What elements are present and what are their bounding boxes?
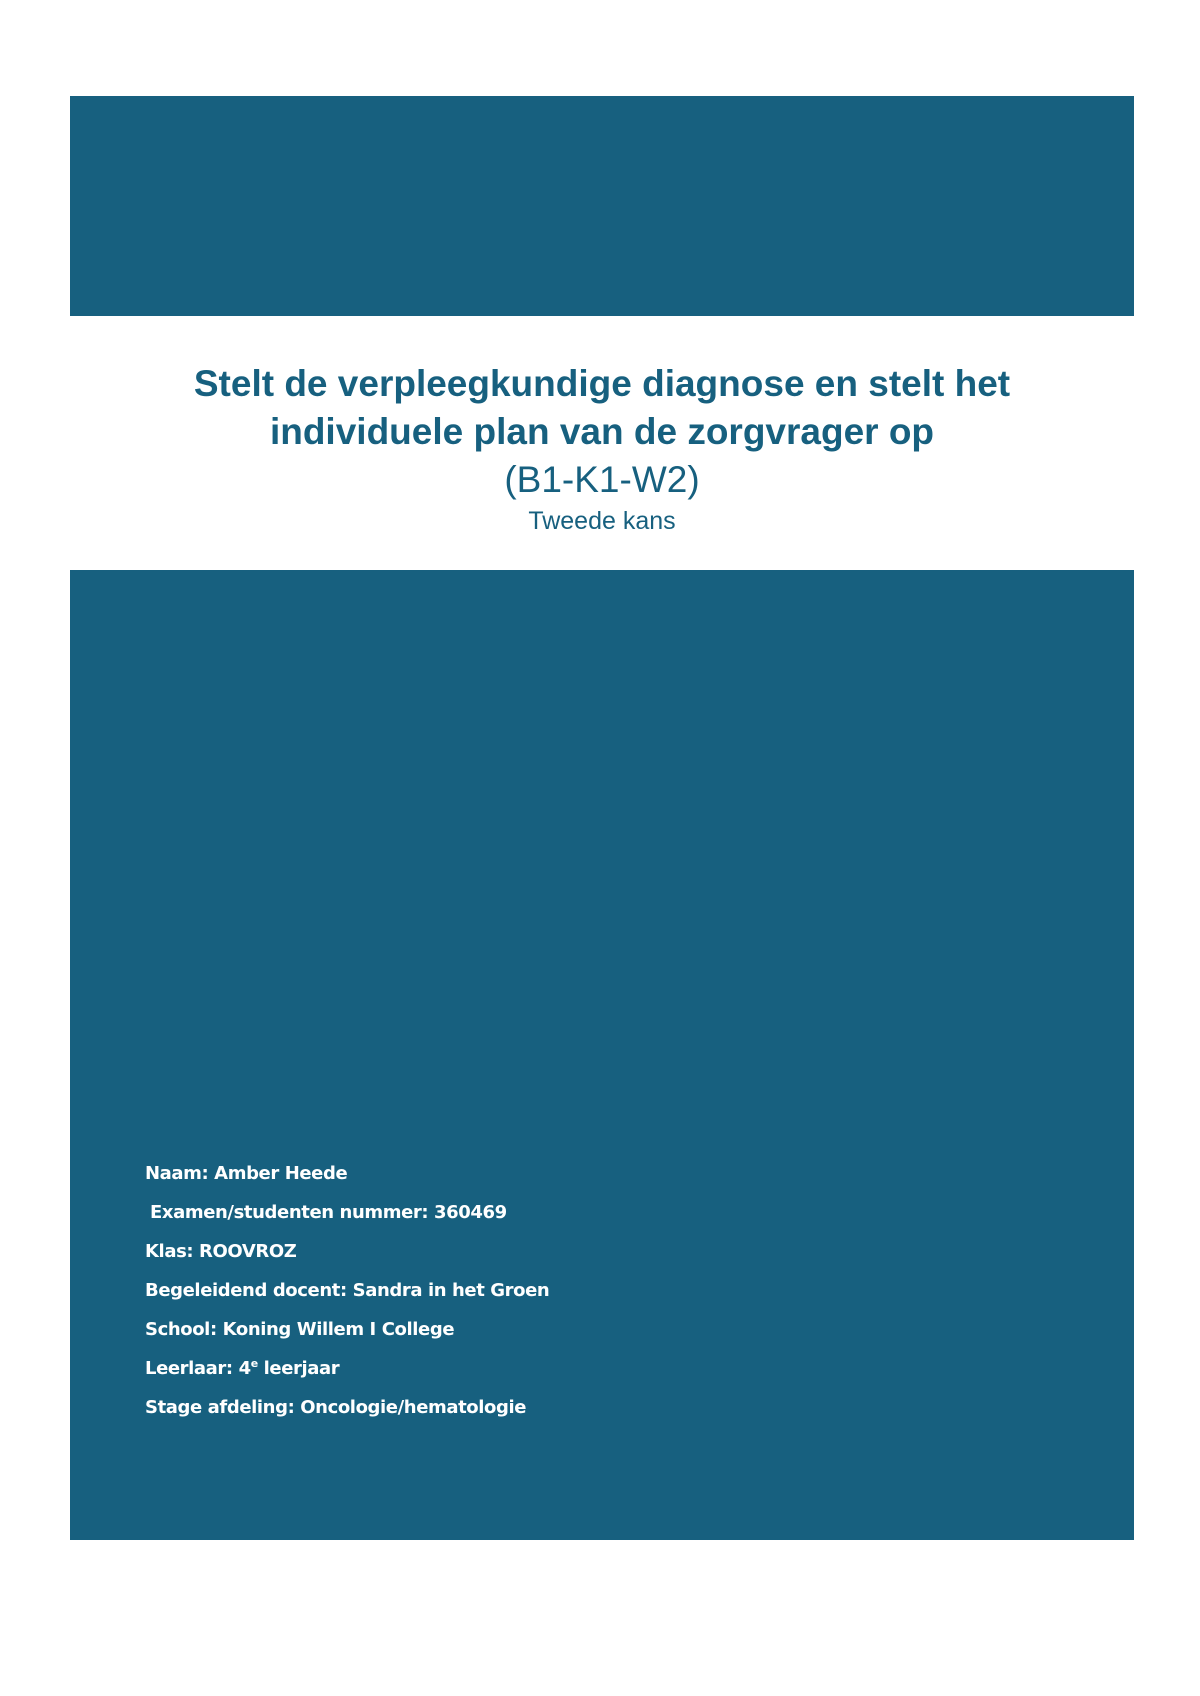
document-title-line-1: Stelt de verpleegkundige diagnose en stelt het — [193, 363, 1011, 404]
info-leerjaar-suffix: leerjaar — [257, 1358, 340, 1379]
info-klas: Klas: ROOVROZ — [145, 1241, 297, 1262]
title-block — [70, 360, 1134, 538]
info-naam: Naam: Amber Heede — [145, 1163, 348, 1184]
info-leerjaar — [145, 1357, 549, 1396]
info-docent: Begeleidend docent: Sandra in het Groen — [145, 1280, 550, 1301]
top-color-band — [70, 96, 1134, 316]
student-info — [145, 1162, 549, 1435]
info-leerjaar-prefix: Leerlaar: 4 — [145, 1358, 251, 1379]
info-leerjaar-sup: e — [250, 1357, 258, 1370]
document-code: (B1-K1-W2) — [504, 459, 700, 500]
document-title-line-2: individuele plan van de zorgvrager op — [269, 411, 935, 452]
info-examen-nummer: Examen/studenten nummer: 360469 — [150, 1202, 507, 1223]
info-school: School: Koning Willem I College — [145, 1319, 455, 1340]
info-stage: Stage afdeling: Oncologie/hematologie — [145, 1397, 527, 1418]
document-subtitle: Tweede kans — [528, 507, 676, 535]
main-color-band — [70, 570, 1134, 1540]
